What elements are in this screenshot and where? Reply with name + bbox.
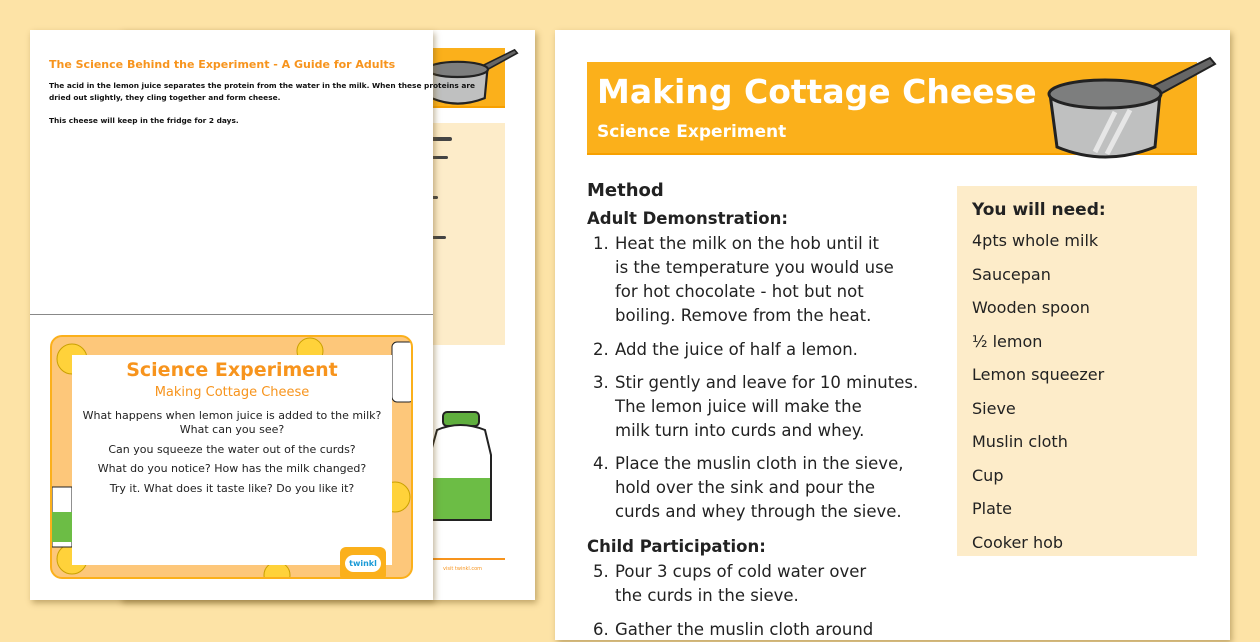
step-number: 3. bbox=[593, 373, 609, 392]
logo-text: twinkl bbox=[345, 555, 381, 572]
need-item: Plate bbox=[972, 499, 1013, 518]
step-line: Gather the muslin cloth around bbox=[615, 620, 874, 639]
page-subtitle: Science Experiment bbox=[597, 122, 787, 142]
method-heading: Method bbox=[587, 180, 664, 201]
need-item: Sieve bbox=[972, 398, 1016, 418]
card-title: Science Experiment bbox=[126, 359, 338, 381]
guide-title: The Science Behind the Experiment - A Guide for Adults bbox=[49, 58, 396, 71]
step-line: boiling. Remove from the heat. bbox=[615, 306, 872, 325]
main-page-preview bbox=[555, 30, 1230, 640]
step-number: 4. bbox=[593, 454, 609, 473]
step-number: 2. bbox=[593, 340, 609, 359]
need-item: ½ lemon bbox=[972, 331, 1043, 351]
step-line: Stir gently and leave for 10 minutes. bbox=[615, 373, 919, 392]
card-question: What do you notice? How has the milk changed? bbox=[97, 462, 367, 475]
method-step bbox=[593, 452, 903, 524]
step-line: The lemon juice will make the bbox=[615, 397, 862, 416]
step-line: curds and whey through the sieve. bbox=[615, 502, 902, 521]
method-step bbox=[593, 232, 894, 328]
step-line: milk turn into curds and whey. bbox=[615, 421, 865, 440]
page-title: Making Cottage Cheese bbox=[597, 72, 1037, 111]
needs-heading: You will need: bbox=[972, 200, 1106, 220]
step-line: the curds in the sieve. bbox=[615, 586, 799, 605]
need-item: Lemon squeezer bbox=[972, 365, 1105, 384]
child-participation-heading: Child Participation: bbox=[587, 537, 766, 556]
step-line: for hot chocolate - hot but not bbox=[615, 282, 864, 301]
step-line: Heat the milk on the hob until it bbox=[615, 234, 879, 253]
card-question: What can you see? bbox=[179, 423, 285, 436]
card-question: What happens when lemon juice is added to the milk? bbox=[82, 409, 382, 422]
need-item: Wooden spoon bbox=[972, 298, 1090, 317]
step-line: Add the juice of half a lemon. bbox=[615, 340, 858, 359]
footer-link: visit twinkl.com bbox=[443, 566, 483, 572]
method-step bbox=[593, 338, 858, 362]
method-step bbox=[593, 618, 873, 642]
milk-jug-icon bbox=[425, 410, 495, 530]
clipped-text-fragment bbox=[430, 137, 452, 141]
step-number: 1. bbox=[593, 234, 609, 253]
saucepan-icon bbox=[1045, 52, 1220, 164]
need-item: 4pts whole milk bbox=[972, 231, 1099, 250]
question-card bbox=[50, 335, 413, 579]
method-step bbox=[593, 371, 918, 443]
need-item: Muslin cloth bbox=[972, 432, 1068, 451]
adult-demonstration-heading: Adult Demonstration: bbox=[587, 209, 788, 228]
need-item: Cooker hob bbox=[972, 532, 1064, 552]
question-card-panel bbox=[72, 355, 392, 565]
page-divider bbox=[30, 314, 433, 315]
step-number: 5. bbox=[593, 562, 609, 581]
step-line: hold over the sink and pour the bbox=[615, 478, 876, 497]
card-question: Try it. What does it taste like? Do you like it? bbox=[109, 482, 355, 495]
step-line: Pour 3 cups of cold water over bbox=[615, 562, 867, 581]
need-item: Saucepan bbox=[972, 264, 1051, 284]
guide-paragraph bbox=[49, 80, 475, 103]
guide-line: dried out slightly, they cling together and form cheese. bbox=[49, 92, 281, 102]
card-subtitle: Making Cottage Cheese bbox=[154, 385, 310, 400]
needs-list bbox=[972, 224, 1104, 559]
step-line: Place the muslin cloth in the sieve, bbox=[615, 454, 904, 473]
step-line: is the temperature you would use bbox=[615, 258, 894, 277]
guide-line: The acid in the lemon juice separates the protein from the water in the milk. When these proteins are bbox=[49, 81, 476, 90]
you-will-need-box bbox=[957, 186, 1197, 556]
need-item: Cup bbox=[972, 465, 1004, 485]
method-step bbox=[593, 560, 866, 608]
guide-paragraph: This cheese will keep in the fridge for 2 days. bbox=[49, 116, 239, 125]
twinkl-logo bbox=[340, 547, 386, 579]
step-number: 6. bbox=[593, 620, 609, 639]
card-question: Can you squeeze the water out of the curds? bbox=[108, 443, 356, 456]
